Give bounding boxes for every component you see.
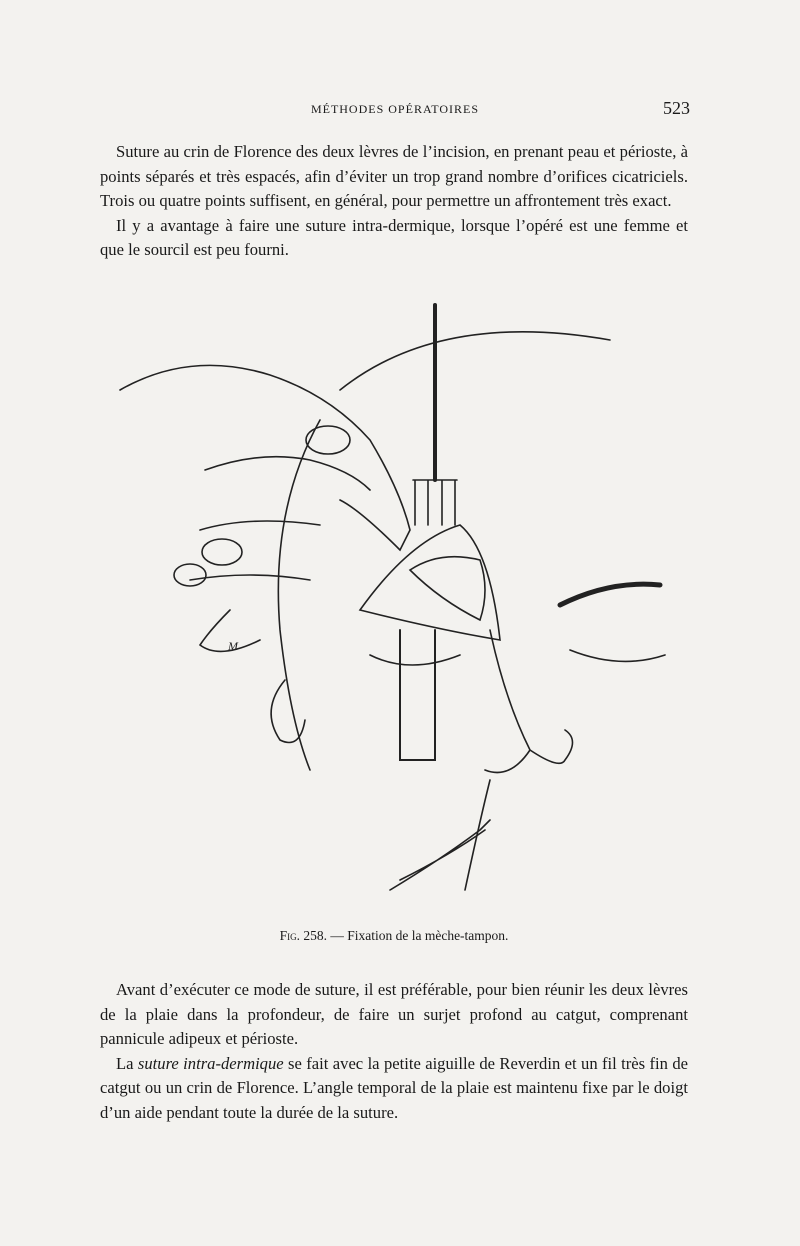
forehead-line — [340, 332, 610, 390]
page-header — [100, 98, 690, 122]
surgical-illustration — [110, 300, 690, 900]
fingernail-3 — [174, 564, 206, 586]
page-number: 523 — [663, 98, 690, 118]
caption-text: — Fixation de la mèche-tampon. — [326, 928, 509, 943]
wound-depth — [410, 557, 485, 620]
figure-caption — [100, 928, 688, 944]
finger-lower — [190, 575, 310, 580]
paragraph-suture-crin: Suture au crin de Florence des deux lèvres de l’incision, en prenant peau et périoste, à points séparés et très espacés, afin d’éviter un trop grand nombre d’orifices cicatriciels. Trois ou quatre points suffisent, en général, pour permettre un affrontement très exact. — [100, 142, 688, 210]
p2-rest: se fait avec la petite aiguille de Reverdin et un fil très fin de catgut ou un crin de Florence. L’angle temporal de la plaie est maintenu fixe par le doigt d’un aide pendant toute la durée de la suture. — [100, 1053, 689, 1122]
right-eye — [370, 655, 460, 665]
fingernail-1 — [306, 426, 350, 454]
bottom-text — [100, 978, 688, 1125]
fork-tines — [413, 480, 457, 525]
left-eyebrow — [560, 584, 660, 605]
top-text — [100, 140, 688, 263]
finger-middle — [200, 521, 320, 530]
p2-start: La — [116, 1053, 138, 1073]
wound-edge — [360, 525, 500, 640]
finger-upper — [205, 457, 370, 490]
left-eye — [570, 650, 665, 661]
fingernail-2 — [202, 539, 242, 565]
paragraph-suture-intra-dermique — [100, 1052, 688, 1126]
illustration-svg — [110, 300, 690, 900]
engraver-signature: M — [228, 639, 238, 653]
paragraph-avant-executer: Avant d’exécuter ce mode de suture, il est préférable, pour bien réunir les deux lèvres de la plaie dans la profondeur, de faire un surjet profond au catgut, comprenant pannicule adipeux et périoste. — [100, 980, 688, 1048]
caption-label: Fig. 258. — [279, 928, 327, 943]
nose — [485, 630, 573, 773]
head-outline — [278, 420, 320, 770]
running-head: MÉTHODES OPÉRATOIRES — [310, 102, 480, 116]
p2-italic: suture intra-dermique — [137, 1053, 284, 1073]
forceps — [390, 820, 490, 890]
paragraph-intra-dermique: Il y a avantage à faire une suture intra-dermique, lorsque l’opéré est une femme et que le sourcil est peu fourni. — [100, 215, 688, 259]
suture-thread — [465, 780, 490, 890]
spatula — [400, 630, 435, 760]
